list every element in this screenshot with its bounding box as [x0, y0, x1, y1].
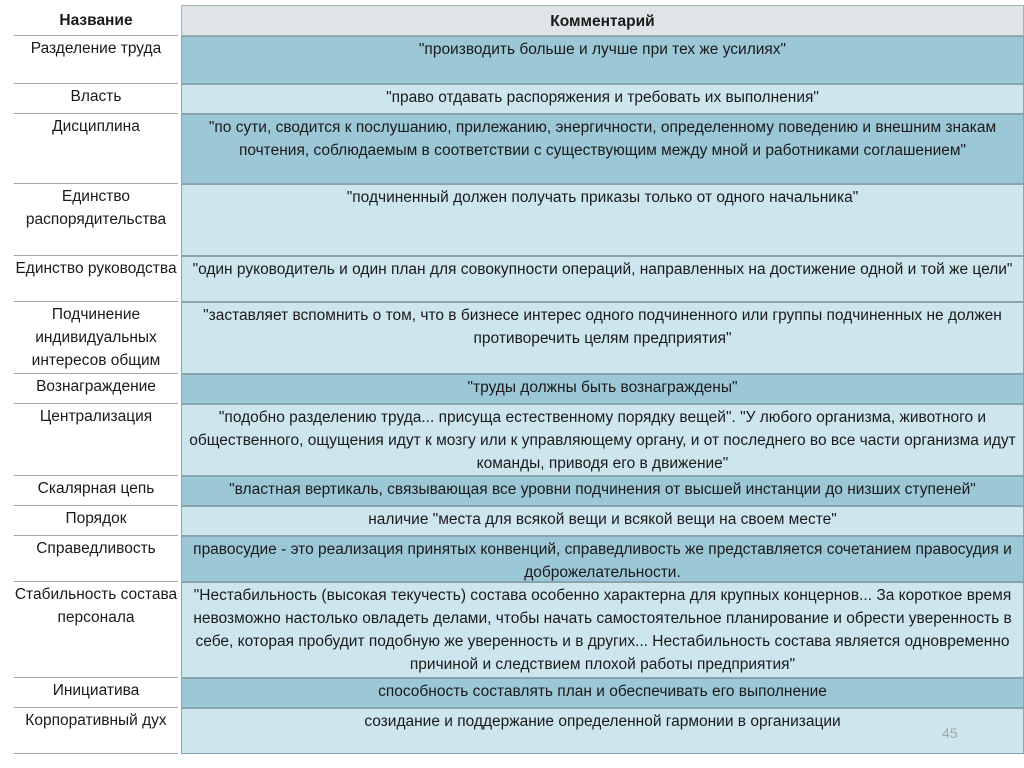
row-comment: "Нестабильность (высокая текучесть) состава особенно характерна для крупных концернов... За короткое время невозможно настолько овладеть делами, чтобы начать самостоятельное планирование и обрести уверенность в себе, которая пробудит подобную же уверенность и в других... Нестабильность состава является одновременно причиной и следствием плохой работы предприятия"	[181, 582, 1024, 678]
table-row	[14, 36, 1024, 84]
row-comment: наличие "места для всякой вещи и всякой вещи на своем месте"	[181, 506, 1024, 536]
table-row	[14, 114, 1024, 184]
table-row	[14, 708, 1024, 754]
row-comment: "право отдавать распоряжения и требовать их выполнения"	[181, 84, 1024, 114]
row-name: Порядок	[14, 506, 178, 536]
row-comment: "труды должны быть вознаграждены"	[181, 374, 1024, 404]
row-name: Дисциплина	[14, 114, 178, 184]
table-row	[14, 476, 1024, 506]
row-comment: "производить больше и лучше при тех же усилиях"	[181, 36, 1024, 84]
row-name: Подчинение индивидуальных интересов общим	[14, 302, 178, 374]
row-name: Стабильность состава персонала	[14, 582, 178, 678]
header-comment: Комментарий	[181, 5, 1024, 36]
table-row	[14, 582, 1024, 678]
page-number: 45	[942, 725, 958, 741]
row-name: Единство руководства	[14, 256, 178, 302]
row-comment: правосудие - это реализация принятых конвенций, справедливость же представляется сочетанием правосудия и доброжелательности.	[181, 536, 1024, 582]
table-row	[14, 184, 1024, 256]
row-name: Централизация	[14, 404, 178, 476]
row-name: Справедливость	[14, 536, 178, 582]
row-name: Разделение труда	[14, 36, 178, 84]
table-row	[14, 302, 1024, 374]
table-header	[14, 5, 1024, 36]
row-name: Инициатива	[14, 678, 178, 708]
row-comment: способность составлять план и обеспечивать его выполнение	[181, 678, 1024, 708]
table-row	[14, 506, 1024, 536]
row-comment: "подобно разделению труда... присуща естественному порядку вещей". "У любого организма, животного и общественного, ощущения идут к мозгу или к управляющему органу, и от последнего во все части организма идут команды, приводя его в движение"	[181, 404, 1024, 476]
row-name: Вознаграждение	[14, 374, 178, 404]
row-comment: "властная вертикаль, связывающая все уровни подчинения от высшей инстанции до низших ступеней"	[181, 476, 1024, 506]
table-row	[14, 536, 1024, 582]
row-comment: созидание и поддержание определенной гармонии в организации	[181, 708, 1024, 754]
row-comment: "подчиненный должен получать приказы только от одного начальника"	[181, 184, 1024, 256]
table-row	[14, 678, 1024, 708]
table-row	[14, 256, 1024, 302]
row-comment: "один руководитель и один план для совокупности операций, направленных на достижение одной и той же цели"	[181, 256, 1024, 302]
row-name: Корпоративный дух	[14, 708, 178, 754]
row-comment: "заставляет вспомнить о том, что в бизнесе интерес одного подчиненного или группы подчиненных не должен противоречить целям предприятия"	[181, 302, 1024, 374]
table-row	[14, 404, 1024, 476]
row-name: Власть	[14, 84, 178, 114]
row-name: Единство распорядительства	[14, 184, 178, 256]
header-name: Название	[14, 5, 178, 36]
row-comment: "по сути, сводится к послушанию, прилежанию, энергичности, определенному поведению и внешним знакам почтения, соблюдаемым в соответствии с существующим между мной и работниками соглашением"	[181, 114, 1024, 184]
table-row	[14, 84, 1024, 114]
row-name: Скалярная цепь	[14, 476, 178, 506]
table-row	[14, 374, 1024, 404]
